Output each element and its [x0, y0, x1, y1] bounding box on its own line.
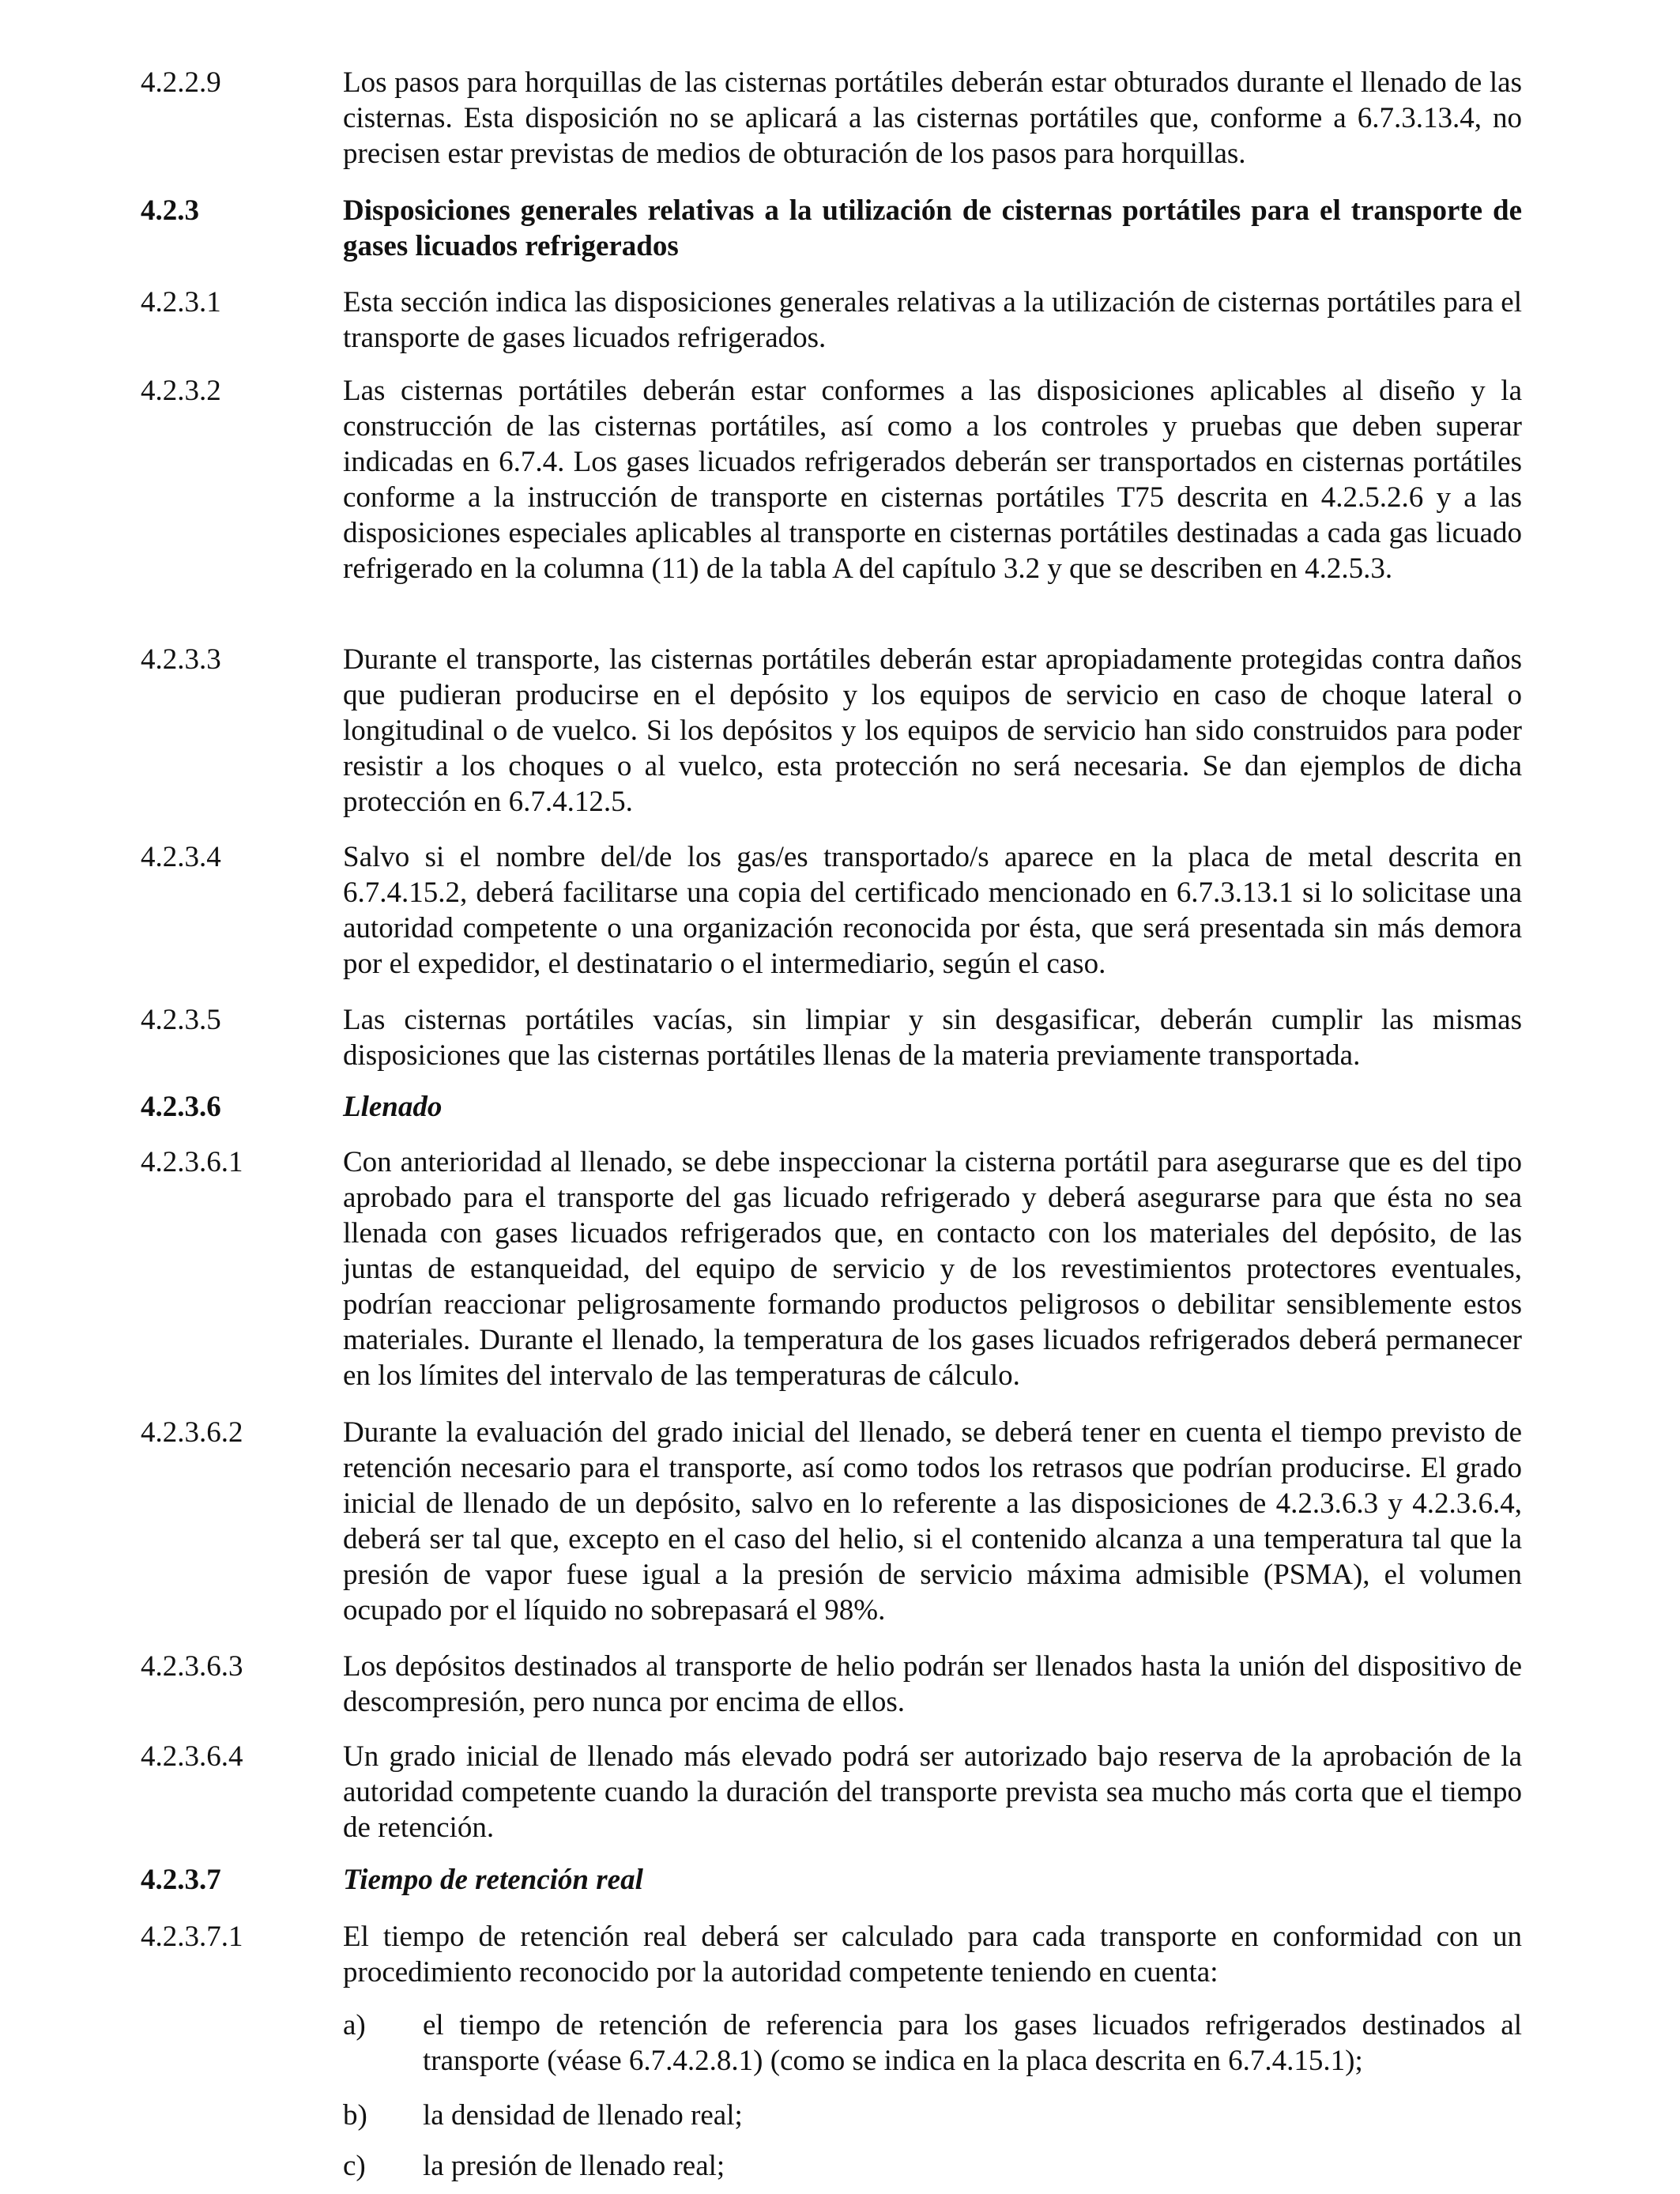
list-item-text: la presión de llenado real; — [423, 2150, 725, 2182]
section-number: 4.2.3.4 — [141, 841, 221, 873]
section-number: 4.2.3.6 — [141, 1091, 221, 1123]
section-text: Los pasos para horquillas de las cisternas portátiles deberán estar obturados durante el llenado de las cisternas. Esta disposición no se aplicará a las cisternas portátiles que, conforme a 6.7.3.13.4, no precisen estar previstas de medios de obturación de los pasos para horquillas. — [343, 66, 1522, 170]
section-number: 4.2.3.6.1 — [141, 1146, 243, 1178]
section-text: Un grado inicial de llenado más elevado podrá ser autorizado bajo reserva de la aprobación de la autoridad competente cuando la duración del transporte prevista sea mucho más corta que el tiempo de retención. — [343, 1740, 1522, 1844]
list-item-label: b) — [343, 2099, 367, 2132]
section-number: 4.2.3.2 — [141, 375, 221, 407]
section-number: 4.2.3.7 — [141, 1864, 221, 1896]
section-text: Durante la evaluación del grado inicial del llenado, se deberá tener en cuenta el tiempo previsto de retención necesario para el transporte, así como todos los retrasos que podrían producirse. El grado inicial de llenado de un depósito, salvo en lo referente a las disposiciones de 4.2.3.6.3 y 4.2.3.6.4, deberá ser tal que, excepto en el caso del helio, si el contenido alcanza a una temperatura tal que la presión de vapor fuese igual a la presión de servicio máxima admisible (PSMA), el volumen ocupado por el líquido no sobrepasará el 98%. — [343, 1416, 1522, 1627]
section-number: 4.2.3.5 — [141, 1004, 221, 1036]
section-number: 4.2.3 — [141, 194, 199, 227]
section-number: 4.2.3.6.4 — [141, 1740, 243, 1773]
list-item-label: a) — [343, 2009, 366, 2041]
section-number: 4.2.3.1 — [141, 286, 221, 319]
section-text: Salvo si el nombre del/de los gas/es transportado/s aparece en la placa de metal descrita en 6.7.4.15.2, deberá facilitarse una copia del certificado mencionado en 6.7.3.13.1 si lo solicitase una autoridad competente o una organización reconocida por ésta, que será presentada sin más demora por el expedidor, el destinatario o el intermediario, según el caso. — [343, 841, 1522, 980]
section-heading: Tiempo de retención real — [343, 1864, 643, 1896]
section-heading: Disposiciones generales relativas a la utilización de cisternas portátiles para el transporte de gases licuados refrigerados — [343, 194, 1522, 262]
section-text: Los depósitos destinados al transporte de helio podrán ser llenados hasta la unión del dispositivo de descompresión, pero nunca por encima de ellos. — [343, 1650, 1522, 1718]
section-number: 4.2.2.9 — [141, 66, 221, 99]
list-item-label: c) — [343, 2150, 366, 2182]
section-number: 4.2.3.6.2 — [141, 1416, 243, 1449]
section-text: Las cisternas portátiles vacías, sin limpiar y sin desgasificar, deberán cumplir las mismas disposiciones que las cisternas portátiles llenas de la materia previamente transportada. — [343, 1004, 1522, 1072]
section-number: 4.2.3.6.3 — [141, 1650, 243, 1683]
section-text: Esta sección indica las disposiciones generales relativas a la utilización de cisternas portátiles para el transporte de gases licuados refrigerados. — [343, 286, 1522, 354]
section-number: 4.2.3.3 — [141, 643, 221, 676]
list-item-text: el tiempo de retención de referencia para los gases licuados refrigerados destinados al transporte (véase 6.7.4.2.8.1) (como se indica en la placa descrita en 6.7.4.15.1); — [423, 2009, 1522, 2077]
section-heading: Llenado — [343, 1091, 443, 1123]
section-text: Las cisternas portátiles deberán estar conformes a las disposiciones aplicables al diseño y la construcción de las cisternas portátiles, así como a los controles y pruebas que deben superar indicadas en 6.7.4. Los gases licuados refrigerados deberán ser transportados en cisternas portátiles conforme a la instrucción de transporte en cisternas portátiles T75 descrita en 4.2.5.2.6 y a las disposiciones especiales aplicables al transporte en cisternas portátiles destinadas a cada gas licuado refrigerado en la columna (11) de la tabla A del capítulo 3.2 y que se describen en 4.2.5.3. — [343, 375, 1522, 585]
section-number: 4.2.3.7.1 — [141, 1921, 243, 1953]
section-text: Durante el transporte, las cisternas portátiles deberán estar apropiadamente protegidas contra daños que pudieran producirse en el depósito y los equipos de servicio en caso de choque lateral o longitudinal o de vuelco. Si los depósitos y los equipos de servicio han sido construidos para poder resistir a los choques o al vuelco, esta protección no será necesaria. Se dan ejemplos de dicha protección en 6.7.4.12.5. — [343, 643, 1522, 818]
list-item-text: la densidad de llenado real; — [423, 2099, 743, 2132]
section-text: Con anterioridad al llenado, se debe inspeccionar la cisterna portátil para asegurarse que es del tipo aprobado para el transporte del gas licuado refrigerado y deberá asegurarse para que ésta no sea llenada con gases licuados refrigerados que, en contacto con los materiales del depósito, de las juntas de estanqueidad, del equipo de servicio y de los revestimientos protectores eventuales, podrían reaccionar peligrosamente formando productos peligrosos o debilitar sensiblemente estos materiales. Durante el llenado, la temperatura de los gases licuados refrigerados deberá permanecer en los límites del intervalo de las temperaturas de cálculo. — [343, 1146, 1522, 1392]
section-text: El tiempo de retención real deberá ser calculado para cada transporte en conformidad con un procedimiento reconocido por la autoridad competente teniendo en cuenta: — [343, 1921, 1522, 1989]
